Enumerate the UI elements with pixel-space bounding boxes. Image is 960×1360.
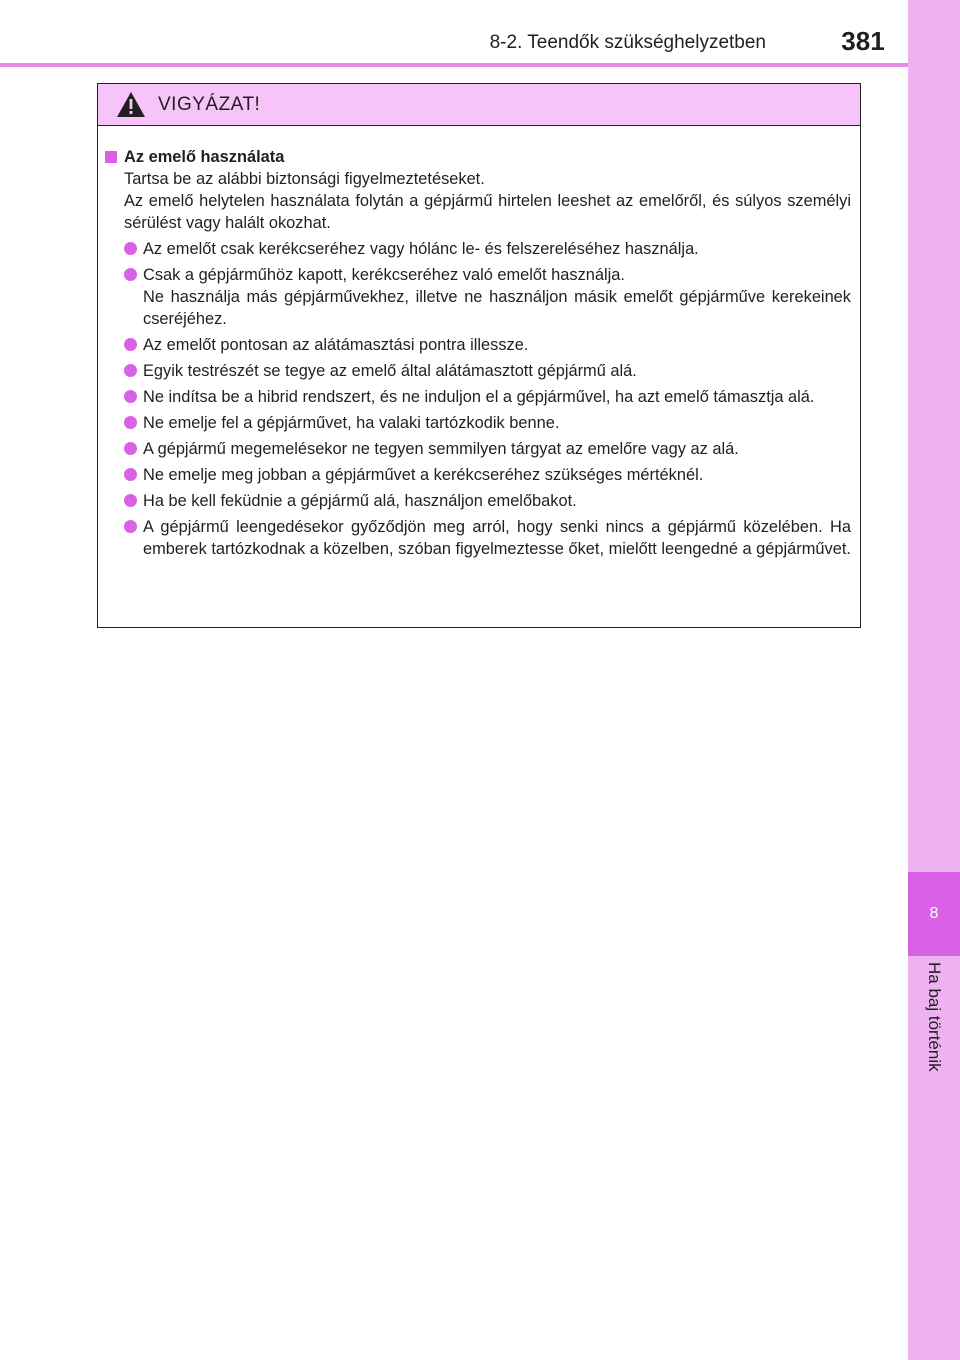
- bullet-dot-icon: [124, 468, 137, 481]
- bullet-dot-icon: [124, 520, 137, 533]
- bullet-text: Ne használja más gépjárművekhez, illetve ne használjon másik emelőt gépjárműve kerekeinek cseréjéhez.: [143, 288, 851, 328]
- bullet-dot-icon: [124, 390, 137, 403]
- list-item: [105, 438, 851, 460]
- bullet-text: Ne emelje meg jobban a gépjárművet a kerékcseréhez szükséges mértéknél.: [143, 466, 704, 484]
- chapter-number: 8: [929, 905, 939, 922]
- section-heading-text: Az emelő használata: [124, 148, 285, 166]
- intro-line: Tartsa be az alábbi biztonsági figyelmeztetéseket.: [124, 170, 485, 188]
- chapter-tab[interactable]: [908, 872, 960, 956]
- bullet-text: Ne indítsa be a hibrid rendszert, és ne induljon el a gépjárművel, ha azt emelő támasztja alá.: [143, 388, 815, 406]
- caution-title: VIGYÁZAT!: [158, 93, 261, 115]
- bullet-dot-icon: [124, 442, 137, 455]
- square-bullet-icon: [105, 151, 117, 163]
- intro-text: [105, 168, 851, 234]
- bullet-text: Egyik testrészét se tegye az emelő által alátámasztott gépjármű alá.: [143, 362, 637, 380]
- bullet-text: A gépjármű megemelésekor ne tegyen semmilyen tárgyat az emelőre vagy az alá.: [143, 440, 739, 458]
- caution-header: [98, 84, 860, 126]
- list-item: [105, 264, 851, 330]
- list-item: [105, 360, 851, 382]
- bullet-text: Csak a gépjárműhöz kapott, kerékcseréhez való emelőt használja.: [143, 266, 625, 284]
- list-item: [105, 516, 851, 560]
- list-item: [105, 412, 851, 434]
- list-item: [105, 238, 851, 260]
- bullet-text: Az emelőt csak kerékcseréhez vagy hólánc le- és felszereléséhez használja.: [143, 240, 699, 258]
- bullet-dot-icon: [124, 416, 137, 429]
- list-item: [105, 334, 851, 356]
- intro-line: Az emelő helytelen használata folytán a gépjármű hirtelen leeshet az emelőről, és súlyos személyi sérülést vagy halált okozhat.: [124, 192, 851, 232]
- bullet-dot-icon: [124, 494, 137, 507]
- section-heading: [105, 146, 851, 168]
- warning-triangle-icon: [116, 91, 146, 118]
- bullet-dot-icon: [124, 364, 137, 377]
- list-item: [105, 490, 851, 512]
- bullet-dot-icon: [124, 268, 137, 281]
- list-item: [105, 386, 851, 408]
- chapter-name-label: Ha baj történik: [925, 962, 944, 1072]
- list-item: [105, 464, 851, 486]
- bullet-list: [105, 238, 851, 560]
- bullet-text: A gépjármű leengedésekor győződjön meg arról, hogy senki nincs a gépjármű közelében. Ha emberek tartózkodnak a közelben, szóban figyelmeztesse őket, mielőtt leengedné a gépjárművet.: [143, 518, 851, 558]
- bullet-dot-icon: [124, 338, 137, 351]
- bullet-text: Ne emelje fel a gépjárművet, ha valaki tartózkodik benne.: [143, 414, 560, 432]
- chapter-name: [908, 962, 960, 1112]
- bullet-dot-icon: [124, 242, 137, 255]
- side-tab: [908, 0, 960, 1360]
- bullet-text: Az emelőt pontosan az alátámasztási pontra illessze.: [143, 336, 529, 354]
- page-number: 381: [841, 26, 885, 56]
- section-title: 8-2. Teendők szükséghelyzetben: [489, 32, 766, 53]
- bullet-text: Ha be kell feküdnie a gépjármű alá, használjon emelőbakot.: [143, 492, 577, 510]
- caution-box: [97, 83, 861, 628]
- header-rule: [0, 63, 908, 67]
- caution-body: [98, 126, 860, 560]
